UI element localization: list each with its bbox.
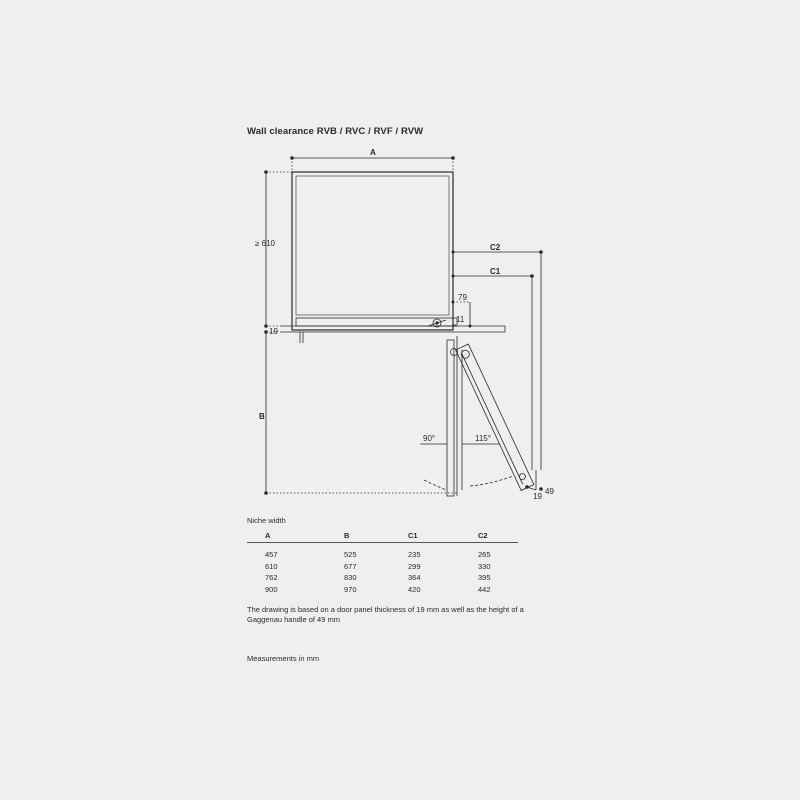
table-cell: 364 [408,573,421,582]
table-row [247,543,518,561]
table-row [247,584,518,596]
dim-79-label: 79 [458,293,467,302]
angle-90-label: 90° [423,434,436,443]
table-cell: 457 [265,550,278,559]
angle-115-label: 115° [475,434,491,443]
table-cell: 235 [408,550,421,559]
table-cell: 610 [265,561,278,571]
cabinet-body [292,172,453,330]
dim-height-label: ≥ 610 [255,239,275,248]
dim-a-label: A [370,148,376,157]
niche-width-table [247,528,518,595]
table-cell: 442 [478,584,491,594]
table-cell: 330 [478,561,491,571]
drawing-note: The drawing is based on a door panel thickness of 19 mm as well as the height of a Gaggenau handle of 49 mm [247,605,524,624]
table-cell: 299 [408,561,421,571]
table-cell: 395 [478,573,491,582]
header-c2: C2 [478,528,518,543]
table-cell: 265 [478,550,491,559]
dim-c2-label: C2 [490,243,501,252]
units-note: Measurements in mm [247,654,320,663]
door-open-115 [456,344,534,490]
dim-49-label: 49 [545,487,554,496]
table-cell: 900 [265,584,278,594]
dim-19-bottom-label: 19 [533,492,542,501]
table-cell: 525 [344,550,357,559]
cabinet-inner [296,176,449,315]
table-header-row [247,528,518,543]
niche-width-label: Niche width [247,516,286,525]
header-b: B [344,528,408,543]
dim-c1-label: C1 [490,267,501,276]
table-cell: 420 [408,584,421,594]
dim-b-label: B [259,412,265,421]
table-row [247,561,518,573]
door-open-90 [447,340,454,496]
header-c1: C1 [408,528,478,543]
dim-11-label: 11 [456,315,465,324]
table-cell: 762 [265,573,278,582]
table-row [247,572,518,584]
table-cell: 677 [344,561,357,571]
dim-19-left-label: 19 [269,327,278,336]
table-cell: 830 [344,573,357,582]
page-title: Wall clearance RVB / RVC / RVF / RVW [247,126,424,137]
table-cell: 970 [344,584,357,594]
header-a: A [247,528,344,543]
